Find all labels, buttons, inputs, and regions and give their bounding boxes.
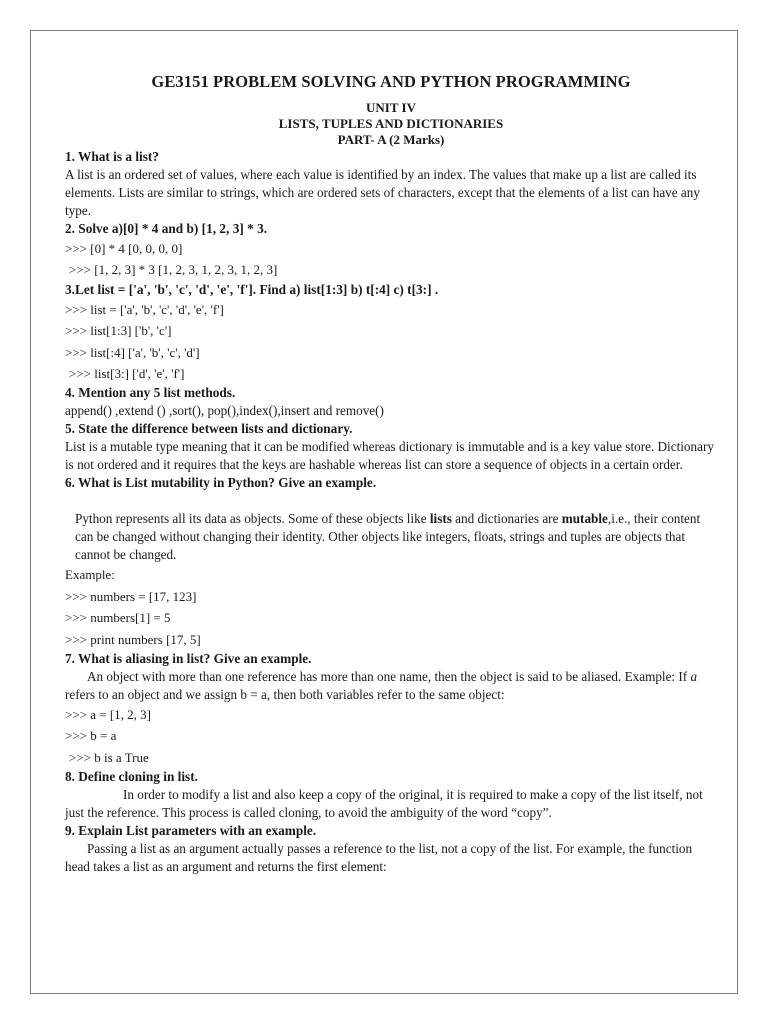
example-label: Example: — [65, 567, 115, 583]
question-5: 5. State the difference between lists and dictionary. — [65, 421, 353, 437]
question-7: 7. What is aliasing in list? Give an example. — [65, 651, 312, 667]
spacer — [65, 492, 717, 510]
question-8: 8. Define cloning in list. — [65, 769, 198, 785]
bold-term: mutable — [561, 511, 608, 527]
answer-8 — [65, 786, 717, 822]
answer-1: A list is an ordered set of values, where each value is identified by an index. The values that make up a list are called its elements. Lists are similar to strings, which are ordered sets of characters, except that the elements of a list can have any type. — [65, 167, 700, 218]
topic-heading: LISTS, TUPLES AND DICTIONARIES — [278, 116, 504, 131]
answer-text: Python represents all its data as objects. Some of these objects like — [75, 511, 430, 527]
code-line: >>> b = a — [65, 728, 117, 744]
code-line: >>> numbers[1] = 5 — [65, 610, 171, 626]
italic-term: a — [690, 669, 698, 685]
code-line: >>> [0] * 4 [0, 0, 0, 0] — [65, 241, 183, 256]
answer-5: List is a mutable type meaning that it can be modified whereas dictionary is immutable and is a key value store. Dictionary is not ordered and it requires that the keys are hashable whereas list can store a sequence of objects in a certain order. — [65, 439, 714, 473]
document-body — [65, 72, 717, 876]
answer-text: Passing a list as an argument actually passes a reference to the list, not a copy of the list. For example, the function head takes a list as an argument and returns the first element: — [65, 841, 693, 875]
code-line: >>> list[3:] ['d', 'e', 'f'] — [69, 366, 185, 382]
code-line: >>> list = ['a', 'b', 'c', 'd', 'e', 'f'] — [65, 301, 224, 317]
answer-text: and dictionaries are — [451, 511, 562, 527]
code-line: >>> list[1:3] ['b', 'c'] — [65, 323, 172, 339]
answer-text: In order to modify a list and also keep a copy of the original, it is required to make a copy of the list itself, not just the reference. This process is called cloning, to avoid the ambiguity of the word “copy”. — [65, 787, 703, 821]
answer-text: An object with more than one reference has more than one name, then the object is said to be aliased. Example: If — [87, 669, 691, 685]
answer-text: refers to an object and we assign b = a, then both variables refer to the same object: — [65, 687, 505, 703]
answer-7 — [65, 668, 717, 704]
document-title: GE3151 PROBLEM SOLVING AND PYTHON PROGRAMMING — [151, 72, 631, 91]
code-line: >>> numbers = [17, 123] — [65, 588, 197, 604]
question-2: 2. Solve a)[0] * 4 and b) [1, 2, 3] * 3. — [65, 221, 268, 236]
question-3: 3.Let list = ['a', 'b', 'c', 'd', 'e', 'f']. Find a) list[1:3] b) t[:4] c) t[3:] . — [65, 281, 439, 297]
code-line: >>> a = [1, 2, 3] — [65, 707, 152, 723]
answer-6 — [65, 510, 717, 564]
unit-heading: UNIT IV — [366, 100, 416, 115]
question-4: 4. Mention any 5 list methods. — [65, 385, 236, 401]
answer-9 — [65, 840, 717, 876]
part-heading: PART- A (2 Marks) — [337, 132, 445, 147]
code-line: >>> print numbers [17, 5] — [65, 631, 201, 647]
answer-4: append() ,extend () ,sort(), pop(),index(),insert and remove() — [65, 403, 384, 419]
bold-term: lists — [429, 511, 452, 527]
answer-text: ,i.e., their content can be changed without changing their identity. Other objects like integers, floats, strings and tuples are objects that cannot be changed. — [75, 511, 701, 563]
question-9: 9. Explain List parameters with an example. — [65, 823, 317, 839]
code-line: >>> list[:4] ['a', 'b', 'c', 'd'] — [65, 344, 200, 360]
code-line: >>> b is a True — [69, 749, 149, 765]
code-line: >>> [1, 2, 3] * 3 [1, 2, 3, 1, 2, 3, 1, 2, 3] — [69, 262, 278, 278]
question-6: 6. What is List mutability in Python? Give an example. — [65, 475, 377, 491]
question-1: 1. What is a list? — [65, 149, 159, 164]
